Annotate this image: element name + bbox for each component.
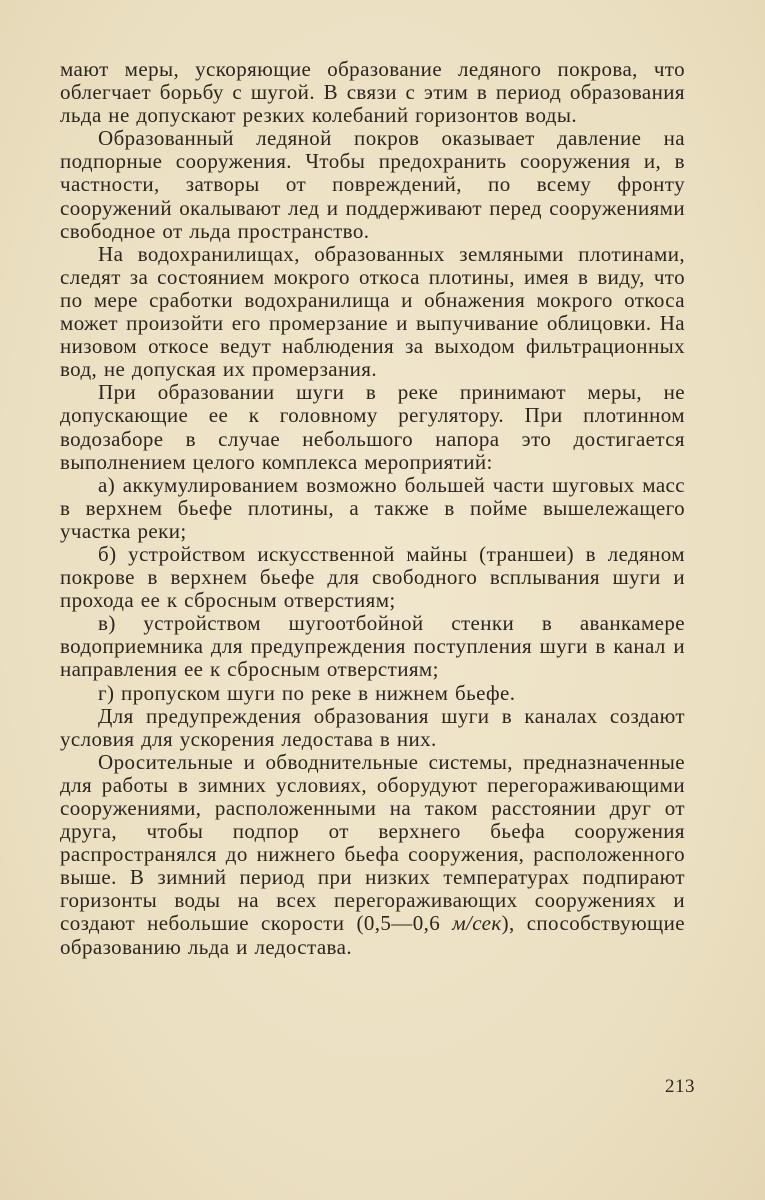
- paragraph-irrigation-systems: [60, 751, 685, 959]
- paragraph-ice-pressure: Образованный ледяной покров оказывает давление на подпорные сооружения. Чтобы предохранить сооружения и, в частности, затворы от повреждений, по всему фронту сооружений окалывают лед и поддерживают перед сооружениями свободное от льда пространство.: [60, 126, 685, 243]
- irrigation-text-main: Оросительные и обводнительные системы, предназначенные для работы в зимних условиях, оборудуют перегораживающими сооружениями, расположенными на таком расстоянии друг от друга, чтобы подпор от верхнего бьефа сооружения распространялся до нижнего бьефа сооружения, расположенного выше. В зимний период при низких температурах подпирают горизонты воды на всех перегораживающих сооружениях и создают небольшие скорости (0,5—0,6: [60, 749, 685, 936]
- page-body-text: [60, 57, 695, 1097]
- page-number: 213: [665, 1076, 695, 1097]
- list-item-b: б) устройством искусственной майны (траншеи) в ледяном покрове в верхнем бьефе для свободного всплывания шуги и прохода ее к сбросным отверстиям;: [60, 541, 685, 613]
- paragraph-canals: Для предупреждения образования шуги в каналах создают условия для ускорения ледостава в них.: [60, 703, 685, 751]
- velocity-unit: м/сек: [452, 911, 502, 936]
- paragraph-continuation: мают меры, ускоряющие образование ледяного покрова, что облегчает борьбу с шугой. В связи с этим в период образования льда не допускают резких колебаний горизонтов воды.: [60, 57, 685, 128]
- irrigation-text-end: ), способствующие образованию льда и ледостава.: [60, 911, 685, 959]
- paragraph-reservoirs: На водохранилищах, образованных земляными плотинами, следят за состоянием мокрого откоса плотины, имея в виду, что по мере сработки водохранилища и обнажения мокрого откоса может произойти его промерзание и выпучивание облицовки. На низовом откосе ведут наблюдения за выходом фильтрационных вод, не допуская их промерзания.: [60, 241, 685, 382]
- list-item-g: г) пропуском шуги по реке в нижнем бьефе.: [98, 680, 516, 705]
- list-item-a: а) аккумулированием возможно большей части шуговых масс в верхнем бьефе плотины, а также в пойме вышележащего участка реки;: [60, 472, 685, 543]
- list-item-v: в) устройством шугоотбойной стенки в аванкамере водоприемника для предупреждения поступления шуги в канал и направления ее к сбросным отверстиям;: [60, 611, 685, 682]
- paragraph-slush-measures: При образовании шуги в реке принимают меры, не допускающие ее к головному регулятору. При плотинном водозаборе в случае небольшого напора это достигается выполнением целого комплекса мероприятий:: [60, 380, 685, 474]
